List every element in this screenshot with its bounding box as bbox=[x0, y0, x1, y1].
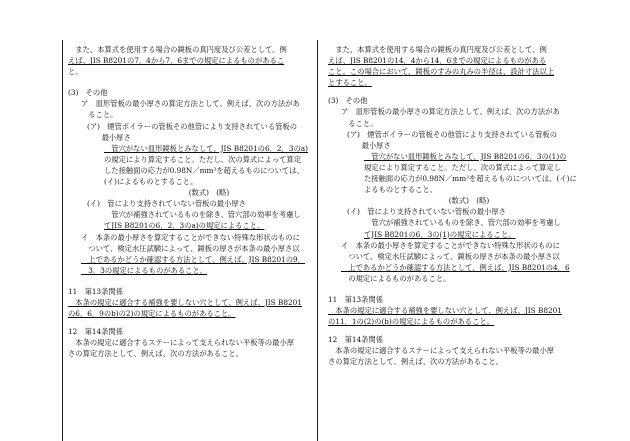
right-intro-paragraph: また、本算式を使用する場合の鏡板の真円度及び公差として、例 えば、JIS B8201の14．4から14．6までの規定によるものがある こと。この場合において、鏡板のすみの丸みの半径は、設計寸法以上 とすること。 bbox=[328, 45, 555, 88]
left-column bbox=[68, 44, 320, 359]
right-formula-placeholder: (数式) (略) bbox=[448, 196, 490, 206]
left-section-12-body: 本条の規定に適合するステーによって支えられない平板等の最小厚 さの算定方法として、例えば、次の方法があること。 bbox=[68, 338, 295, 359]
right-section-12-heading: 12 第14条関係 bbox=[328, 335, 384, 345]
left-margin-rule bbox=[62, 40, 63, 441]
right-column bbox=[328, 44, 580, 368]
right-item-a: ア 皿形管板の最小厚さの算定方法として、例えば、次の方法があ ること。 bbox=[341, 107, 560, 128]
right-section-12-body: 本条の規定に適合するステーによって支えられない平板等の最小厚 さの算定方法として、例えば、次の方法があること。 bbox=[328, 346, 555, 367]
right-subitem-a-body: 管穴がない皿形鏡板とみなして、JIS B8201の6．3の(1)の 規定により算定すること。ただし、次の算式によって算定し た接触面の応力が0.98N／mm²を超えるものについては、(イ)に よるものとすること。 bbox=[364, 151, 577, 195]
left-subitem-a-body: 管穴がない皿形鏡板とみなして、JIS B8201の6．2．3のa) の規定により算定すること。ただし、次の算式によって算定 した接触面の応力が0.98N／mm²を超えるものについては、 (イ)によるものとすること。 bbox=[104, 143, 308, 187]
left-formula-placeholder: (数式) (略) bbox=[188, 188, 230, 198]
left-intro-paragraph: また、本算式を使用する場合の鏡板の真円度及び公差として、例 えば、JIS B8201の7．4から7．6までの規定によるものがあるこ と。 bbox=[68, 45, 287, 77]
right-subitem-b: (イ) 管により支持されていない管板の最小厚さ 管穴が補強されているものを除き、管穴部の効率を考慮し てJIS B8201の6．3の(1)の規定によること。 bbox=[347, 207, 561, 239]
left-section-11-heading: 11 第13条関係 bbox=[68, 286, 124, 296]
left-section-3-heading: (3) その他 bbox=[68, 88, 108, 98]
left-section-11-body: 本条の規定に適合する補強を要しない穴として、例えば、JIS B8201 の6．6．9のb)の2)の規定によるものがあること。 bbox=[68, 297, 302, 319]
left-section-12-heading: 12 第14条関係 bbox=[68, 327, 124, 337]
right-item-i: イ 本条の最小厚さを算定することができない特殊な形状のものに ついて、検定水圧試験によって、鏡板の厚さが本条の最小厚さ以 上であるかどうか確認する方法として、例えば、JIS B8201の4．6 の規定によるものがあること。 bbox=[341, 240, 570, 283]
left-item-i: イ 本条の最小厚さを算定することができない特殊な形状のものに ついて、検定水圧試験によって、鏡板の厚さが本条の最小厚さ以 上であるかどうか確認する方法として、例えば、JIS B8201の9． 3．3の規定によるものがあること。 bbox=[81, 232, 305, 275]
left-item-a: ア 皿形管板の最小厚さの算定方法として、例えば、次の方法があ ること。 bbox=[81, 99, 300, 120]
right-subitem-a: (ア) 煙管ボイラーの管板その他管により支持されている管板の 最小厚さ bbox=[347, 129, 558, 150]
right-section-11-body: 本条の規定に適合する補強を要しない穴として、例えば、JIS B8201 の11．1の(2)の(b)の規定によるものがあること。 bbox=[328, 306, 562, 327]
left-subitem-b: (イ) 管により支持されていない管板の最小厚さ 管穴が補強されているものを除き、管穴部の効率を考慮し てJIS B8201の6．2．3のa)の規定によること。 bbox=[87, 199, 301, 231]
left-subitem-a: (ア) 煙管ボイラーの管板その他管により支持されている管板の 最小厚さ bbox=[87, 121, 298, 142]
right-section-11-heading: 11 第13条関係 bbox=[328, 294, 384, 304]
right-section-3-heading: (3) その他 bbox=[328, 96, 368, 106]
